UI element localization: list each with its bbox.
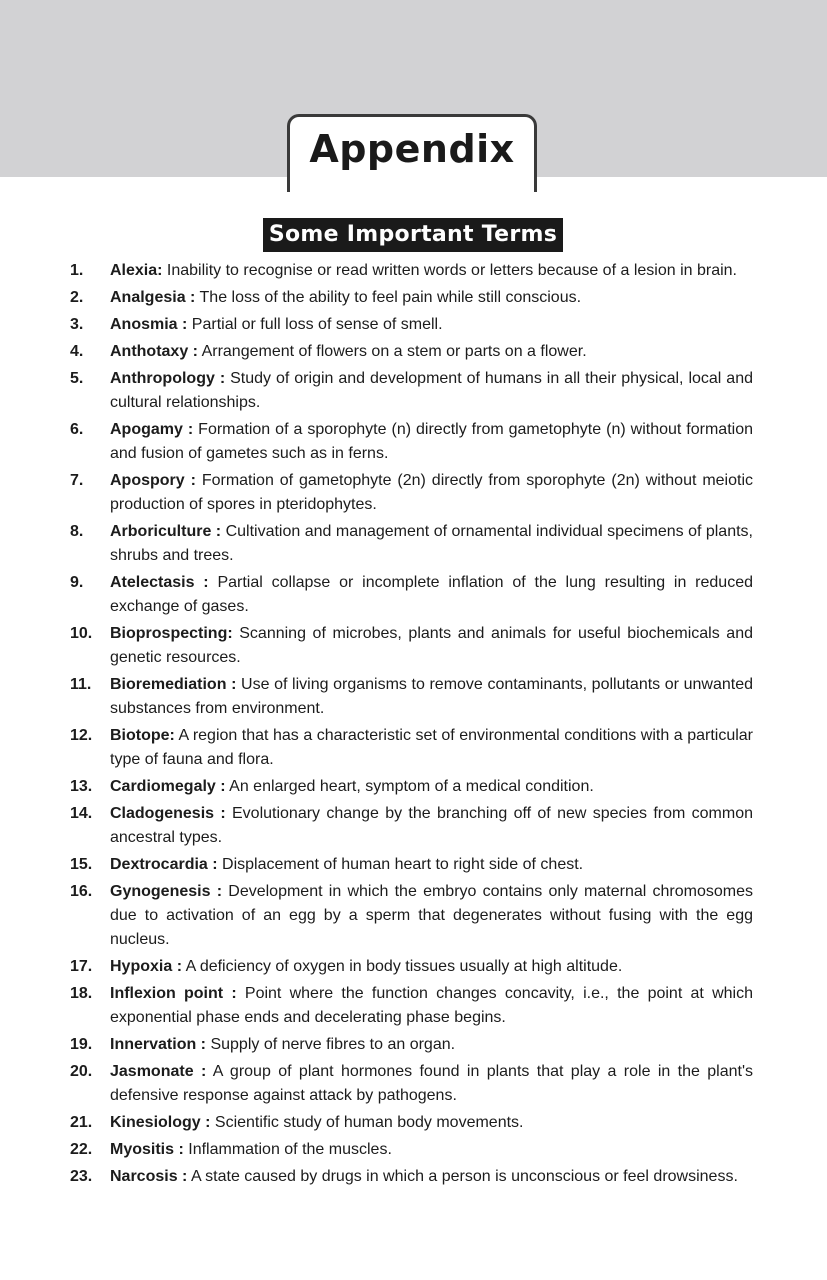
term-number: 3.: [70, 316, 84, 333]
term-name: Arboriculture :: [110, 523, 222, 540]
term-name: Innervation :: [110, 1036, 207, 1053]
term-definition: Arrangement of flowers on a stem or parts on a flower.: [198, 343, 587, 360]
term-item: [0, 1138, 827, 1162]
term-name: Bioremediation :: [110, 676, 237, 693]
term-number: 8.: [70, 523, 84, 540]
term-definition: An enlarged heart, symptom of a medical condition.: [225, 778, 594, 795]
term-number: 6.: [70, 421, 84, 438]
term-definition: Study of origin and development of humans in all their physical, local and cultural relationships.: [110, 370, 753, 411]
term-name: Bioprospecting:: [110, 625, 233, 642]
term-item: [0, 853, 827, 877]
term-item: [0, 724, 827, 772]
term-number: 20.: [70, 1063, 93, 1080]
term-definition: Inflammation of the muscles.: [183, 1141, 392, 1158]
term-name: Analgesia :: [110, 289, 196, 306]
term-item: [0, 802, 827, 850]
term-definition: Partial or full loss of sense of smell.: [187, 316, 443, 333]
term-name: Narcosis :: [110, 1168, 188, 1185]
term-item: [0, 469, 827, 517]
term-name: Anosmia :: [110, 316, 188, 333]
term-definition: A group of plant hormones found in plants that play a role in the plant's defensive response against attack by pathogens.: [110, 1063, 753, 1104]
term-item: [0, 1033, 827, 1057]
term-definition: A state caused by drugs in which a person is unconscious or feel drowsiness.: [187, 1168, 738, 1185]
term-name: Cardiomegaly :: [110, 778, 226, 795]
term-definition: Formation of gametophyte (2n) directly from sporophyte (2n) without meiotic production of spores in pteridophytes.: [110, 472, 754, 513]
term-name: Myositis :: [110, 1141, 184, 1158]
term-name: Biotope:: [110, 727, 175, 744]
term-item: [0, 982, 827, 1030]
term-definition: Development in which the embryo contains only maternal chromosomes due to activation of an egg by a sperm that degenerates without fusing with the egg nucleus.: [110, 883, 754, 948]
term-item: [0, 775, 827, 799]
term-definition: Use of living organisms to remove contaminants, pollutants or unwanted substances from environment.: [110, 676, 753, 717]
term-number: 21.: [70, 1114, 93, 1131]
term-item: [0, 1165, 827, 1189]
term-number: 16.: [70, 883, 93, 900]
term-definition: Scientific study of human body movements.: [210, 1114, 524, 1131]
term-number: 9.: [70, 574, 84, 591]
section-subtitle: Some Important Terms: [263, 218, 563, 252]
term-item: [0, 1060, 827, 1108]
appendix-title-box: [287, 114, 537, 192]
term-number: 4.: [70, 343, 84, 360]
terms-list: [0, 259, 827, 1192]
term-item: [0, 955, 827, 979]
term-item: [0, 286, 827, 310]
term-definition: Cultivation and management of ornamental individual specimens of plants, shrubs and trees.: [110, 523, 753, 564]
term-definition: Scanning of microbes, plants and animals for useful biochemicals and genetic resources.: [110, 625, 753, 666]
term-item: [0, 259, 827, 283]
term-name: Atelectasis :: [110, 574, 209, 591]
term-definition: Displacement of human heart to right side of chest.: [217, 856, 584, 873]
page-title: Appendix: [309, 127, 515, 171]
term-name: Apogamy :: [110, 421, 194, 438]
term-number: 5.: [70, 370, 84, 387]
term-definition: The loss of the ability to feel pain while still conscious.: [195, 289, 582, 306]
term-definition: Evolutionary change by the branching off of new species from common ancestral types.: [110, 805, 753, 846]
term-item: [0, 520, 827, 568]
term-definition: Inability to recognise or read written words or letters because of a lesion in brain.: [162, 262, 737, 279]
term-name: Cladogenesis :: [110, 805, 226, 822]
term-item: [0, 880, 827, 952]
term-number: 11.: [70, 676, 92, 693]
term-number: 2.: [70, 289, 84, 306]
term-name: Jasmonate :: [110, 1063, 207, 1080]
term-number: 17.: [70, 958, 93, 975]
term-definition: A deficiency of oxygen in body tissues usually at high altitude.: [182, 958, 623, 975]
term-item: [0, 313, 827, 337]
term-definition: Supply of nerve fibres to an organ.: [206, 1036, 456, 1053]
term-number: 15.: [70, 856, 93, 873]
term-number: 7.: [70, 472, 84, 489]
term-item: [0, 622, 827, 670]
term-name: Apospory :: [110, 472, 196, 489]
term-definition: Formation of a sporophyte (n) directly from gametophyte (n) without formation and fusion of gametes such as in ferns.: [110, 421, 754, 462]
term-number: 22.: [70, 1141, 93, 1158]
term-definition: A region that has a characteristic set of environmental conditions with a particular type of fauna and flora.: [110, 727, 753, 768]
term-number: 13.: [70, 778, 93, 795]
term-item: [0, 571, 827, 619]
term-name: Alexia:: [110, 262, 163, 279]
term-name: Dextrocardia :: [110, 856, 218, 873]
term-number: 18.: [70, 985, 93, 1002]
term-number: 1.: [70, 262, 84, 279]
term-number: 14.: [70, 805, 93, 822]
term-number: 23.: [70, 1168, 93, 1185]
term-definition: Partial collapse or incomplete inflation of the lung resulting in reduced exchange of gases.: [110, 574, 753, 615]
term-number: 19.: [70, 1036, 93, 1053]
term-item: [0, 367, 827, 415]
term-name: Anthropology :: [110, 370, 226, 387]
term-name: Inflexion point :: [110, 985, 237, 1002]
term-item: [0, 1111, 827, 1135]
term-name: Hypoxia :: [110, 958, 183, 975]
term-item: [0, 418, 827, 466]
term-number: 10.: [70, 625, 93, 642]
term-definition: Point where the function changes concavity, i.e., the point at which exponential phase ends and decelerating phase begins.: [110, 985, 753, 1026]
term-name: Kinesiology :: [110, 1114, 211, 1131]
term-name: Anthotaxy :: [110, 343, 198, 360]
term-name: Gynogenesis :: [110, 883, 223, 900]
term-number: 12.: [70, 727, 93, 744]
term-item: [0, 340, 827, 364]
term-item: [0, 673, 827, 721]
